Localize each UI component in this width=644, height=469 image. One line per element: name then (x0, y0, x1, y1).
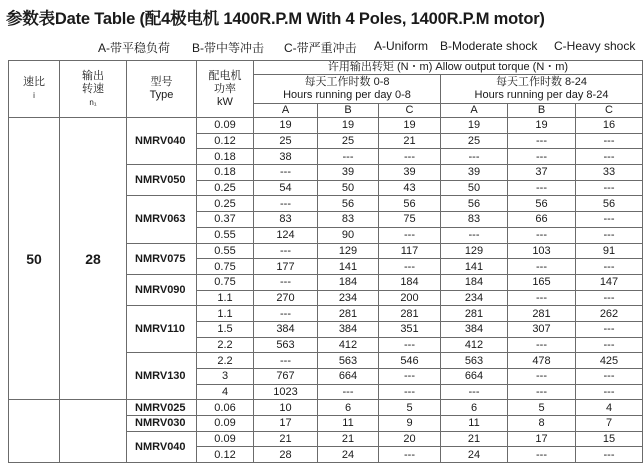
data-table (8, 60, 643, 463)
torque-a-8-24-cell: --- (441, 227, 508, 243)
torque-a-8-24-cell: 25 (441, 133, 508, 149)
col-b-0-8: B (318, 104, 379, 118)
torque-b-0-8-cell: 384 (318, 321, 379, 337)
ratio-cell (9, 400, 60, 463)
torque-a-8-24-cell: 19 (441, 118, 508, 134)
motor-kw-cell: 0.25 (197, 196, 254, 212)
torque-b-0-8-cell: 563 (318, 353, 379, 369)
torque-a-8-24-cell: --- (441, 149, 508, 165)
page-title: 参数表Date Table (配4极电机 1400R.P.M With 4 Poles, 1400R.P.M motor) (6, 10, 545, 28)
torque-a-0-8-cell: 28 (254, 447, 318, 463)
type-header: 型号 Type (127, 61, 197, 118)
torque-c-8-24-cell: 91 (576, 243, 643, 259)
motor-kw-cell: 1.1 (197, 290, 254, 306)
torque-c-8-24-cell: --- (576, 212, 643, 228)
torque-b-8-24-cell: --- (508, 290, 576, 306)
torque-a-8-24-cell: 21 (441, 431, 508, 447)
torque-c-0-8-cell: --- (379, 259, 441, 275)
torque-a-0-8-cell: 10 (254, 400, 318, 416)
torque-b-0-8-cell: 90 (318, 227, 379, 243)
motor-kw-cell: 0.55 (197, 243, 254, 259)
torque-a-8-24-cell: 83 (441, 212, 508, 228)
col-a-8-24: A (441, 104, 508, 118)
torque-b-8-24-cell: 8 (508, 416, 576, 432)
motor-kw-cell: 0.37 (197, 212, 254, 228)
motor-kw-cell: 0.75 (197, 274, 254, 290)
torque-c-0-8-cell: --- (379, 384, 441, 400)
motor-kw-cell: 0.09 (197, 118, 254, 134)
torque-c-0-8-cell: 56 (379, 196, 441, 212)
torque-b-8-24-cell: 37 (508, 165, 576, 181)
torque-b-8-24-cell: 307 (508, 321, 576, 337)
model-cell: NMRV025 (127, 400, 197, 416)
motor-kw-cell: 0.18 (197, 149, 254, 165)
torque-c-0-8-cell: 43 (379, 180, 441, 196)
torque-c-0-8-cell: 184 (379, 274, 441, 290)
torque-b-0-8-cell: 129 (318, 243, 379, 259)
torque-c-8-24-cell: 16 (576, 118, 643, 134)
model-cell: NMRV130 (127, 353, 197, 400)
torque-b-8-24-cell: 103 (508, 243, 576, 259)
torque-a-0-8-cell: --- (254, 165, 318, 181)
torque-c-8-24-cell: 147 (576, 274, 643, 290)
torque-c-0-8-cell: 9 (379, 416, 441, 432)
torque-c-8-24-cell: --- (576, 149, 643, 165)
torque-b-8-24-cell: 56 (508, 196, 576, 212)
model-cell: NMRV075 (127, 243, 197, 274)
torque-a-0-8-cell: 83 (254, 212, 318, 228)
torque-c-0-8-cell: 21 (379, 133, 441, 149)
torque-a-8-24-cell: 281 (441, 306, 508, 322)
torque-a-0-8-cell: 124 (254, 227, 318, 243)
torque-a-8-24-cell: 56 (441, 196, 508, 212)
torque-c-8-24-cell: 56 (576, 196, 643, 212)
torque-c-8-24-cell: 15 (576, 431, 643, 447)
torque-b-0-8-cell: 19 (318, 118, 379, 134)
torque-b-8-24-cell: 5 (508, 400, 576, 416)
motor-kw-cell: 0.09 (197, 416, 254, 432)
motor-kw-cell: 2.2 (197, 353, 254, 369)
table-row (9, 118, 643, 134)
torque-a-0-8-cell: 19 (254, 118, 318, 134)
torque-a-8-24-cell: 234 (441, 290, 508, 306)
torque-c-8-24-cell: --- (576, 290, 643, 306)
torque-b-8-24-cell: --- (508, 227, 576, 243)
torque-b-0-8-cell: 184 (318, 274, 379, 290)
torque-c-0-8-cell: --- (379, 337, 441, 353)
torque-c-0-8-cell: --- (379, 227, 441, 243)
torque-a-0-8-cell: --- (254, 243, 318, 259)
torque-c-8-24-cell: 7 (576, 416, 643, 432)
torque-a-8-24-cell: 184 (441, 274, 508, 290)
torque-c-0-8-cell: --- (379, 369, 441, 385)
torque-a-8-24-cell: 24 (441, 447, 508, 463)
model-cell: NMRV040 (127, 431, 197, 462)
legend-c-cn: C-带严重冲击 (284, 41, 357, 55)
torque-a-8-24-cell: 664 (441, 369, 508, 385)
ratio-cell: 50 (9, 118, 60, 400)
torque-b-0-8-cell: 50 (318, 180, 379, 196)
motor-kw-cell: 4 (197, 384, 254, 400)
torque-b-8-24-cell: 281 (508, 306, 576, 322)
torque-a-0-8-cell: --- (254, 353, 318, 369)
legend-a-en: A-Uniform (374, 39, 429, 53)
torque-c-0-8-cell: 75 (379, 212, 441, 228)
torque-c-8-24-cell: --- (576, 133, 643, 149)
torque-a-0-8-cell: --- (254, 274, 318, 290)
torque-b-0-8-cell: 11 (318, 416, 379, 432)
torque-a-0-8-cell: 270 (254, 290, 318, 306)
torque-c-8-24-cell: --- (576, 259, 643, 275)
torque-b-8-24-cell: --- (508, 384, 576, 400)
torque-c-8-24-cell: 4 (576, 400, 643, 416)
torque-b-8-24-cell: 165 (508, 274, 576, 290)
torque-a-8-24-cell: 50 (441, 180, 508, 196)
model-cell: NMRV063 (127, 196, 197, 243)
torque-a-0-8-cell: 17 (254, 416, 318, 432)
output-speed-cell: 28 (60, 118, 127, 400)
motor-kw-cell: 3 (197, 369, 254, 385)
torque-b-0-8-cell: 39 (318, 165, 379, 181)
col-a-0-8: A (254, 104, 318, 118)
torque-a-0-8-cell: 25 (254, 133, 318, 149)
motor-kw-cell: 0.18 (197, 165, 254, 181)
torque-b-0-8-cell: --- (318, 149, 379, 165)
torque-c-0-8-cell: 20 (379, 431, 441, 447)
torque-b-0-8-cell: 83 (318, 212, 379, 228)
torque-c-0-8-cell: 546 (379, 353, 441, 369)
torque-b-8-24-cell: 19 (508, 118, 576, 134)
torque-a-8-24-cell: 563 (441, 353, 508, 369)
motor-kw-cell: 0.25 (197, 180, 254, 196)
motor-kw-cell: 0.06 (197, 400, 254, 416)
torque-c-8-24-cell: --- (576, 337, 643, 353)
torque-a-0-8-cell: 177 (254, 259, 318, 275)
torque-b-0-8-cell: 24 (318, 447, 379, 463)
torque-b-0-8-cell: 21 (318, 431, 379, 447)
torque-b-0-8-cell: --- (318, 384, 379, 400)
torque-header: 许用输出转矩 (N・m) Allow output torque (N・m) (254, 61, 643, 75)
model-cell: NMRV040 (127, 118, 197, 165)
torque-c-0-8-cell: 39 (379, 165, 441, 181)
torque-a-8-24-cell: 11 (441, 416, 508, 432)
motor-kw-cell: 0.12 (197, 447, 254, 463)
model-cell: NMRV030 (127, 416, 197, 432)
torque-b-0-8-cell: 141 (318, 259, 379, 275)
legend-a-cn: A-带平稳负荷 (98, 41, 171, 55)
torque-a-8-24-cell: 6 (441, 400, 508, 416)
torque-a-0-8-cell: --- (254, 196, 318, 212)
torque-c-8-24-cell: --- (576, 321, 643, 337)
motor-power-header: 配电机 功率 kW (197, 61, 254, 118)
torque-a-0-8-cell: 21 (254, 431, 318, 447)
torque-b-0-8-cell: 281 (318, 306, 379, 322)
torque-b-8-24-cell: --- (508, 447, 576, 463)
motor-kw-cell: 0.12 (197, 133, 254, 149)
torque-b-8-24-cell: --- (508, 133, 576, 149)
torque-a-8-24-cell: 412 (441, 337, 508, 353)
torque-a-0-8-cell: 767 (254, 369, 318, 385)
torque-b-8-24-cell: --- (508, 180, 576, 196)
torque-c-8-24-cell: 262 (576, 306, 643, 322)
torque-a-8-24-cell: 39 (441, 165, 508, 181)
torque-c-8-24-cell: 33 (576, 165, 643, 181)
model-cell: NMRV090 (127, 274, 197, 305)
torque-b-0-8-cell: 25 (318, 133, 379, 149)
torque-a-8-24-cell: --- (441, 384, 508, 400)
legend-b-en: B-Moderate shock (440, 39, 538, 53)
load-legend (0, 39, 644, 55)
ratio-header: 速比 i (9, 61, 60, 118)
hours-0-8-header: 每天工作时数 0-8 Hours running per day 0-8 (254, 75, 441, 104)
torque-a-0-8-cell: 1023 (254, 384, 318, 400)
torque-b-8-24-cell: --- (508, 259, 576, 275)
torque-b-0-8-cell: 664 (318, 369, 379, 385)
motor-kw-cell: 1.5 (197, 321, 254, 337)
torque-c-0-8-cell: --- (379, 447, 441, 463)
torque-c-8-24-cell: --- (576, 447, 643, 463)
torque-b-8-24-cell: 66 (508, 212, 576, 228)
model-cell: NMRV110 (127, 306, 197, 353)
torque-b-8-24-cell: --- (508, 369, 576, 385)
torque-c-0-8-cell: 19 (379, 118, 441, 134)
torque-b-8-24-cell: 478 (508, 353, 576, 369)
torque-a-0-8-cell: --- (254, 306, 318, 322)
torque-a-0-8-cell: 54 (254, 180, 318, 196)
motor-kw-cell: 1.1 (197, 306, 254, 322)
torque-b-0-8-cell: 234 (318, 290, 379, 306)
torque-c-0-8-cell: 281 (379, 306, 441, 322)
torque-c-8-24-cell: --- (576, 180, 643, 196)
col-b-8-24: B (508, 104, 576, 118)
torque-c-0-8-cell: --- (379, 149, 441, 165)
torque-b-8-24-cell: 17 (508, 431, 576, 447)
torque-b-0-8-cell: 56 (318, 196, 379, 212)
torque-a-8-24-cell: 384 (441, 321, 508, 337)
motor-kw-cell: 0.55 (197, 227, 254, 243)
motor-kw-cell: 0.09 (197, 431, 254, 447)
table-row (9, 400, 643, 416)
motor-kw-cell: 2.2 (197, 337, 254, 353)
hours-8-24-header: 每天工作时数 8-24 Hours running per day 8-24 (441, 75, 643, 104)
torque-b-0-8-cell: 6 (318, 400, 379, 416)
output-speed-cell (60, 400, 127, 463)
torque-c-0-8-cell: 5 (379, 400, 441, 416)
torque-c-0-8-cell: 200 (379, 290, 441, 306)
torque-b-0-8-cell: 412 (318, 337, 379, 353)
legend-c-en: C-Heavy shock (554, 39, 636, 53)
torque-c-8-24-cell: --- (576, 227, 643, 243)
torque-c-0-8-cell: 351 (379, 321, 441, 337)
col-c-8-24: C (576, 104, 643, 118)
torque-c-0-8-cell: 117 (379, 243, 441, 259)
model-cell: NMRV050 (127, 165, 197, 196)
torque-b-8-24-cell: --- (508, 337, 576, 353)
torque-c-8-24-cell: 425 (576, 353, 643, 369)
output-speed-header: 输出 转速 n₁ (60, 61, 127, 118)
col-c-0-8: C (379, 104, 441, 118)
torque-c-8-24-cell: --- (576, 369, 643, 385)
torque-a-8-24-cell: 129 (441, 243, 508, 259)
legend-b-cn: B-带中等冲击 (192, 41, 265, 55)
torque-a-0-8-cell: 563 (254, 337, 318, 353)
torque-c-8-24-cell: --- (576, 384, 643, 400)
motor-kw-cell: 0.75 (197, 259, 254, 275)
torque-a-0-8-cell: 38 (254, 149, 318, 165)
torque-a-8-24-cell: 141 (441, 259, 508, 275)
torque-a-0-8-cell: 384 (254, 321, 318, 337)
torque-b-8-24-cell: --- (508, 149, 576, 165)
